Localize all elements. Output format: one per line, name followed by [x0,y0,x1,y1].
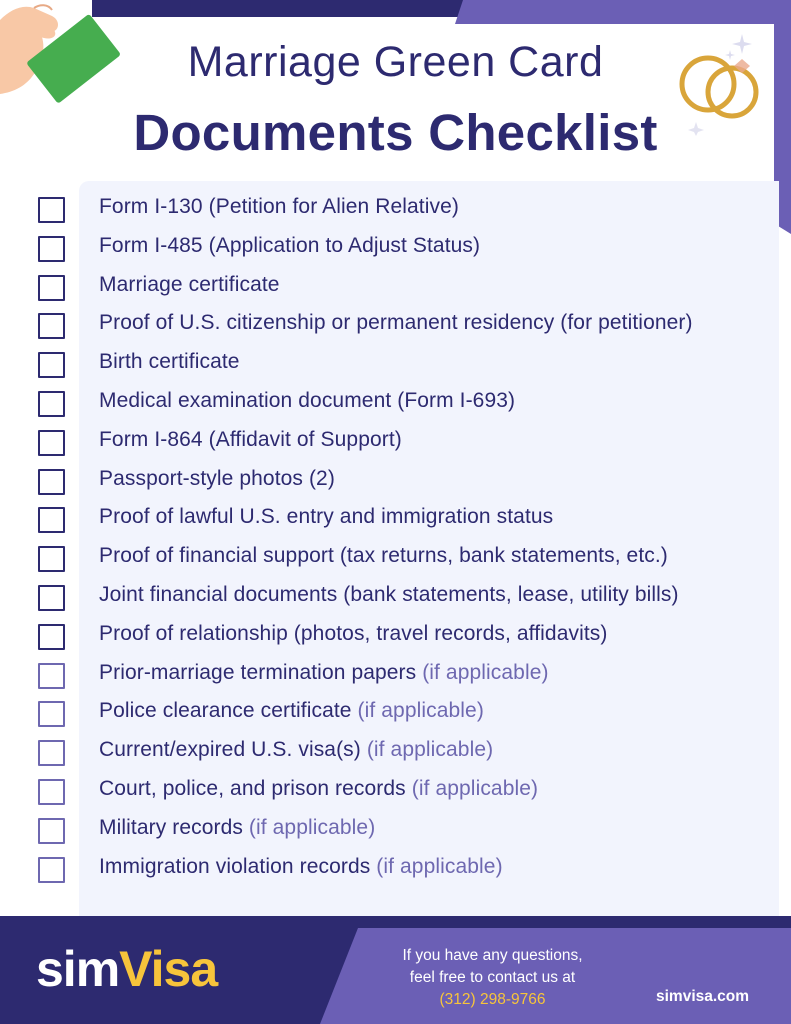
checkbox-icon[interactable] [38,779,65,805]
checklist-item[interactable] [0,693,791,732]
checkbox-icon[interactable] [38,818,65,844]
top-decor-bar-dark [92,0,472,17]
checklist-item[interactable] [0,499,791,538]
checklist-item-text: Marriage certificate [99,272,280,296]
checklist-item-text: Proof of relationship (photos, travel records, affidavits) [99,621,608,645]
checklist-item-label [99,544,668,568]
checklist-item-text: Proof of U.S. citizenship or permanent residency (for petitioner) [99,311,693,335]
checkbox-icon[interactable] [38,740,65,766]
checkbox-icon[interactable] [38,391,65,417]
checkbox-icon[interactable] [38,236,65,262]
checklist-item-text: Prior-marriage termination papers [99,660,417,684]
checklist-item-label [99,505,553,529]
checklist-item-text: Medical examination document (Form I-693) [99,388,516,412]
checkbox-icon[interactable] [38,507,65,533]
checkbox-icon[interactable] [38,197,65,223]
logo-text-visa: Visa [119,941,218,997]
checkbox-icon[interactable] [38,663,65,689]
checklist-item[interactable] [0,771,791,810]
checklist-item-label [99,234,480,258]
checkbox-icon[interactable] [38,624,65,650]
logo-text-sim: sim [36,941,120,997]
checkbox-icon[interactable] [38,430,65,456]
checklist-item-text: Current/expired U.S. visa(s) [99,738,361,762]
checklist-item[interactable] [0,383,791,422]
checklist [0,189,791,887]
checklist-item-text: Form I-130 (Petition for Alien Relative) [99,195,459,218]
checklist-item-label [99,428,402,452]
checklist-item-text: Police clearance certificate [99,699,352,723]
checklist-item[interactable] [0,732,791,771]
checklist-item-label [99,389,515,413]
contact-info [380,945,605,1011]
checklist-item[interactable] [0,577,791,616]
checklist-item-text: Form I-864 (Affidavit of Support) [99,427,402,451]
checklist-item[interactable] [0,655,791,694]
checkbox-icon[interactable] [38,701,65,727]
checklist-item[interactable] [0,849,791,888]
checkbox-icon[interactable] [38,546,65,572]
checklist-item-label [99,311,693,335]
checkbox-icon[interactable] [38,469,65,495]
simvisa-logo[interactable] [36,940,217,998]
checklist-item[interactable] [0,538,791,577]
checklist-item-text: Proof of financial support (tax returns, bank statements, etc.) [99,544,668,568]
checklist-item[interactable] [0,267,791,306]
top-decor-bar-purple [455,0,791,24]
checklist-item-label [99,661,549,685]
page-title: Documents Checklist [133,104,658,161]
checkbox-icon[interactable] [38,585,65,611]
checklist-item-text: Military records [99,815,243,839]
checklist-item-label [99,273,280,297]
website-link[interactable]: simvisa.com [656,988,750,1005]
checkbox-icon[interactable] [38,275,65,301]
checklist-item-label [99,777,538,801]
checklist-item-text: Immigration violation records [99,854,371,878]
checklist-item-note: (if applicable) [422,660,549,684]
contact-line-1: If you have any questions, [402,947,583,964]
checklist-item-text: Birth certificate [99,350,240,374]
checklist-item-label [99,583,679,607]
checklist-item-note: (if applicable) [411,776,539,800]
checklist-item-text: Form I-485 (Application to Adjust Status) [99,233,481,257]
checklist-item[interactable] [0,810,791,849]
checklist-item-text: Joint financial documents (bank statements, lease, utility bills) [99,582,679,606]
checklist-item-note: (if applicable) [376,854,503,878]
checklist-item-label [99,350,240,374]
checkbox-icon[interactable] [38,352,65,378]
checklist-item[interactable] [0,305,791,344]
checklist-item-label [99,622,608,646]
checklist-item[interactable] [0,228,791,267]
checklist-item-label [99,195,459,219]
contact-line-2: feel free to contact us at [409,969,576,986]
checklist-item[interactable] [0,344,791,383]
checklist-item-label [99,855,503,879]
page-subtitle: Marriage Green Card [187,38,604,86]
checklist-item[interactable] [0,422,791,461]
checklist-item[interactable] [0,616,791,655]
checkbox-icon[interactable] [38,313,65,339]
checklist-item-note: (if applicable) [366,738,494,762]
checklist-item[interactable] [0,189,791,228]
checklist-item-label [99,738,493,762]
checklist-item-note: (if applicable) [248,815,376,839]
checklist-item-text: Passport-style photos (2) [99,466,335,490]
checklist-item-text: Court, police, and prison records [99,776,406,800]
checklist-item-label [99,816,375,840]
checkbox-icon[interactable] [38,857,65,883]
checklist-item-text: Proof of lawful U.S. entry and immigration status [99,505,554,529]
checklist-item-note: (if applicable) [357,699,484,723]
checklist-item[interactable] [0,461,791,500]
checklist-item-label [99,699,484,723]
phone-number[interactable]: (312) 298-9766 [439,991,546,1008]
checklist-item-label [99,467,335,491]
